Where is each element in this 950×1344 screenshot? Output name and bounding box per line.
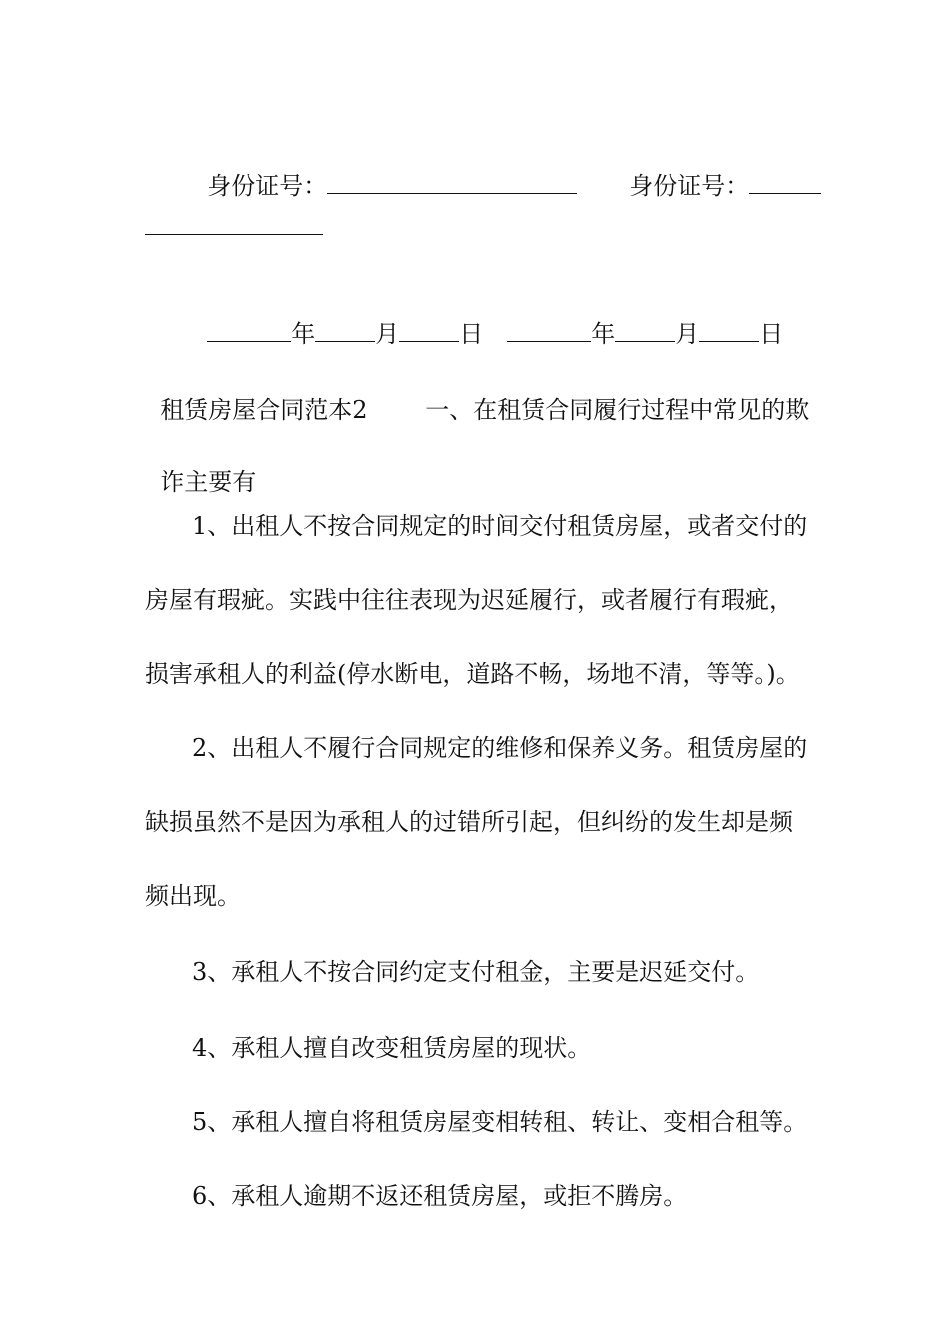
paragraph-1-line-1: 1、出租人不按合同规定的时间交付租赁房屋，或者交付的 [192, 512, 808, 540]
date-row-right [492, 286, 784, 348]
document-heading: 租赁房屋合同范本2 [160, 396, 368, 424]
day-label-2: 日 [759, 320, 784, 348]
intro-line-1 [410, 362, 810, 424]
id-label-right: 身份证号： [629, 172, 750, 200]
id-number-row [192, 138, 577, 200]
paragraph-1-line-2: 房屋有瑕疵。实践中往往表现为迟延履行，或者履行有瑕疵， [145, 586, 793, 614]
date-row-left [192, 286, 484, 348]
id-number-row-right [614, 138, 821, 200]
paragraph-5: 5、承租人擅自将租赁房屋变相转租、转让、变相合租等。 [192, 1108, 808, 1136]
paragraph-1-line-3: 损害承租人的利益(停水断电，道路不畅，场地不清，等等。)。 [145, 660, 800, 688]
paragraph-6: 6、承租人逾期不返还租赁房屋，或拒不腾房。 [192, 1182, 688, 1210]
paragraph-2-line-1: 2、出租人不履行合同规定的维修和保养义务。租赁房屋的 [192, 734, 808, 762]
year-label-2: 年 [591, 320, 616, 348]
intro-text-1: 一、在租赁合同履行过程中常见的欺 [425, 396, 810, 424]
intro-text-2: 诈主要有 [160, 468, 257, 496]
year-blank [207, 319, 291, 342]
heading-line [145, 362, 368, 424]
month-label: 月 [375, 320, 400, 348]
month-label-2: 月 [675, 320, 700, 348]
paragraph-2-line-2: 缺损虽然不是因为承租人的过错所引起，但纠纷的发生却是频 [145, 808, 793, 836]
day-blank-2 [699, 319, 759, 342]
paragraph-4: 4、承租人擅自改变租赁房屋的现状。 [192, 1034, 592, 1062]
paragraph-3: 3、承租人不按合同约定支付租金，主要是迟延交付。 [192, 958, 760, 986]
year-label: 年 [291, 320, 316, 348]
id-blank-left [327, 171, 577, 194]
id-blank-continuation [145, 234, 323, 235]
year-blank-2 [507, 319, 591, 342]
month-blank [315, 319, 375, 342]
paragraph-2-line-3: 频出现。 [145, 882, 241, 910]
month-blank-2 [615, 319, 675, 342]
day-label: 日 [459, 320, 484, 348]
id-blank-right [749, 171, 821, 194]
day-blank [399, 319, 459, 342]
id-label-left: 身份证号： [207, 172, 328, 200]
intro-line-2 [145, 434, 257, 496]
